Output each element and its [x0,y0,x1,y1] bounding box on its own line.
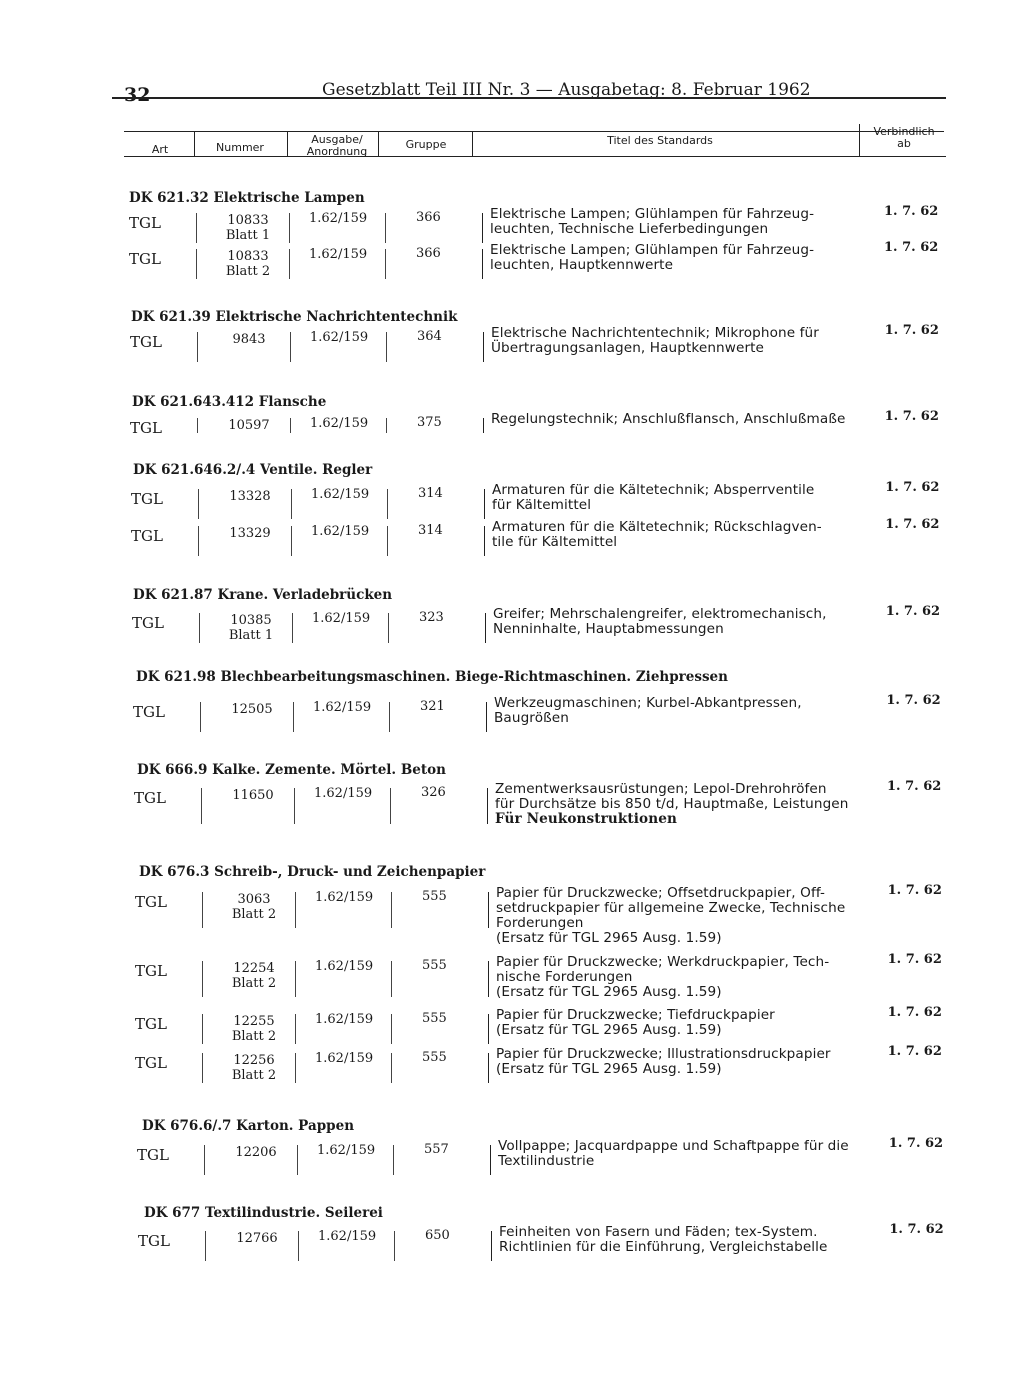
title-line: Elektrische Lampen; Glühlampen für Fahrzeug- [490,206,815,222]
gruppe-cell: 555 [422,1050,447,1065]
gruppe-cell: 314 [418,486,443,501]
column-divider [200,702,201,732]
column-divider [297,1145,298,1175]
title-line: für Durchsätze bis 850 t/d, Hauptmaße, Leistungen [495,796,849,812]
column-divider [388,613,389,643]
header-divider [287,131,288,156]
column-divider [293,702,294,732]
section-heading: DK 676.6/.7 Karton. Pappen [142,1118,355,1134]
ausgabe-cell: 1.62/159 [311,524,370,539]
verbindlich-date: 1. 7. 62 [885,517,940,532]
column-divider [298,1231,299,1261]
column-divider [487,788,488,824]
nummer-cell [216,1145,296,1160]
nummer-value: 9843 [232,332,266,347]
col-verbindlich [862,126,946,150]
section-heading: DK 621.98 Blechbearbeitungsmaschinen. Biege-Richtmaschinen. Ziehpressen [136,669,728,685]
column-divider [488,961,489,997]
title-cell [496,886,864,946]
column-divider [485,613,486,643]
title-line: Baugrößen [494,710,569,726]
col-verbindlich-line1: Verbindlich [873,125,935,138]
blatt-value: Blatt 2 [231,976,277,991]
nummer-cell [208,249,288,279]
ausgabe-cell: 1.62/159 [314,786,373,801]
table-header-rule [124,156,946,157]
title-cell [492,483,860,513]
title-cell [490,243,858,273]
column-divider [391,892,392,928]
column-divider [295,892,296,928]
column-divider [202,1053,203,1083]
title-cell [491,412,859,427]
column-divider [290,332,291,362]
column-divider [202,961,203,997]
column-divider [198,489,199,519]
ausgabe-cell: 1.62/159 [309,247,368,262]
nummer-cell [208,213,288,243]
title-line: (Ersatz für TGL 2965 Ausg. 1.59) [496,930,722,946]
art-cell: TGL [135,893,167,911]
column-divider [393,1145,394,1175]
column-divider [491,1231,492,1261]
header-rule [112,97,946,99]
page-title: Gesetzblatt Teil III Nr. 3 — Ausgabetag: 8. Februar 1962 [322,80,811,100]
title-line: (Ersatz für TGL 2965 Ausg. 1.59) [496,984,722,1000]
page-header [120,80,946,104]
column-divider [204,1145,205,1175]
nummer-cell [211,613,291,643]
art-cell: TGL [134,789,166,807]
title-line: Werkzeugmaschinen; Kurbel-Abkantpressen, [494,695,802,711]
title-line: leuchten, Hauptkennwerte [490,257,674,273]
column-divider [488,1014,489,1044]
nummer-value: 12766 [236,1231,278,1246]
ausgabe-cell: 1.62/159 [310,416,369,431]
ausgabe-cell: 1.62/159 [318,1229,377,1244]
column-divider [295,961,296,997]
art-cell: TGL [129,214,161,232]
ausgabe-cell: 1.62/159 [309,211,368,226]
column-divider [202,892,203,928]
gruppe-cell: 314 [418,523,443,538]
title-note: Für Neukonstruktionen [495,811,677,827]
column-divider [196,213,197,243]
column-divider [387,526,388,556]
verbindlich-date: 1. 7. 62 [887,1044,942,1059]
column-divider [482,213,483,243]
section-heading: DK 621.643.412 Flansche [132,394,327,410]
column-divider [291,489,292,519]
nummer-value: 10385 [230,613,272,628]
gruppe-cell: 364 [417,329,442,344]
col-gruppe: Gruppe [405,138,447,151]
title-line: Papier für Druckzwecke; Tiefdruckpapier [496,1007,775,1023]
nummer-value: 12505 [231,702,273,717]
header-divider [194,131,195,156]
art-cell: TGL [138,1232,170,1250]
verbindlich-date: 1. 7. 62 [885,604,941,619]
title-line: Übertragungsanlagen, Hauptkennwerte [491,340,765,356]
title-cell [495,782,863,827]
col-nummer: Nummer [216,141,264,154]
art-cell: TGL [137,1146,169,1164]
section-heading: DK 621.646.2/.4 Ventile. Regler [133,462,373,478]
title-cell [499,1225,867,1255]
nummer-cell [210,526,290,541]
blatt-value: Blatt 1 [225,228,271,243]
nummer-value: 13329 [229,526,271,541]
title-line: Textilindustrie [498,1153,595,1169]
art-cell: TGL [135,1015,167,1033]
nummer-value: 12255 [233,1014,275,1029]
title-cell [496,955,864,1000]
title-line: (Ersatz für TGL 2965 Ausg. 1.59) [496,1022,722,1038]
column-divider [196,249,197,279]
gruppe-cell: 323 [419,610,444,625]
blatt-value: Blatt 2 [231,1029,277,1044]
column-divider [289,249,290,279]
title-line: (Ersatz für TGL 2965 Ausg. 1.59) [496,1061,722,1077]
verbindlich-date: 1. 7. 62 [887,779,942,794]
nummer-cell [209,332,289,347]
title-line: Elektrische Lampen; Glühlampen für Fahrzeug- [490,242,815,258]
art-cell: TGL [129,250,161,268]
table-top-rule [124,131,944,132]
ausgabe-cell: 1.62/159 [315,959,374,974]
nummer-value: 3063 [237,892,271,907]
column-divider [386,332,387,362]
column-divider [385,213,386,243]
nummer-value: 12206 [235,1145,277,1160]
verbindlich-date: 1. 7. 62 [884,323,939,338]
art-cell: TGL [132,614,164,632]
column-divider [201,788,202,824]
gruppe-cell: 555 [422,1011,447,1026]
column-divider [482,249,483,279]
nummer-value: 10833 [227,213,269,228]
gruppe-cell: 375 [417,415,442,430]
title-line: leuchten, Technische Lieferbedingungen [490,221,769,237]
nummer-value: 10597 [228,418,270,433]
gruppe-cell: 557 [424,1142,449,1157]
title-cell [496,1008,864,1038]
ausgabe-cell: 1.62/159 [315,1051,374,1066]
header-divider [378,131,379,156]
col-verbindlich-line2: ab [897,137,911,150]
column-divider [390,788,391,824]
column-divider [197,418,198,433]
ausgabe-cell: 1.62/159 [313,700,372,715]
verbindlich-date: 1. 7. 62 [887,1005,942,1020]
ausgabe-cell: 1.62/159 [317,1143,376,1158]
title-line: Richtlinien für die Einführung, Vergleichstabelle [499,1239,828,1255]
column-divider [386,418,387,433]
column-divider [391,1014,392,1044]
column-divider [291,526,292,556]
title-line: Zementwerksausrüstungen; Lepol-Drehrohröfen [495,781,827,797]
column-divider [488,1053,489,1083]
art-cell: TGL [135,962,167,980]
header-divider [472,131,473,156]
title-cell [491,326,859,356]
art-cell: TGL [131,490,163,508]
title-cell [498,1139,866,1169]
title-line: tile für Kältemittel [492,534,618,550]
gruppe-cell: 366 [416,246,441,261]
title-line: Nenninhalte, Hauptabmessungen [493,621,724,637]
column-divider [294,788,295,824]
column-divider [295,1014,296,1044]
title-line: Elektrische Nachrichtentechnik; Mikrophone für [491,325,819,341]
ausgabe-cell: 1.62/159 [315,1012,374,1027]
column-divider [486,702,487,732]
nummer-value: 12254 [233,961,275,976]
art-cell: TGL [135,1054,167,1072]
title-line: Greifer; Mehrschalengreifer, elektromechanisch, [493,606,827,622]
nummer-value: 13328 [229,489,271,504]
col-ausgabe-line1: Ausgabe/ [311,133,363,146]
ausgabe-cell: 1.62/159 [310,330,369,345]
verbindlich-date: 1. 7. 62 [887,952,942,967]
page-number: 32 [124,84,151,106]
gruppe-cell: 366 [416,210,441,225]
nummer-cell [217,1231,297,1246]
blatt-value: Blatt 1 [228,628,274,643]
column-divider [197,332,198,362]
title-cell [490,207,858,237]
column-divider [391,1053,392,1083]
title-line: Armaturen für die Kältetechnik; Absperrventile [492,482,815,498]
column-divider [205,1231,206,1261]
verbindlich-date: 1. 7. 62 [886,693,941,708]
nummer-cell [209,418,289,433]
column-divider [488,892,489,928]
section-heading: DK 666.9 Kalke. Zemente. Mörtel. Beton [137,762,446,778]
column-divider [394,1231,395,1261]
column-divider [199,613,200,643]
blatt-value: Blatt 2 [231,907,277,922]
nummer-cell [214,1053,294,1083]
column-divider [483,332,484,362]
gruppe-cell: 555 [422,958,447,973]
art-cell: TGL [133,703,165,721]
column-divider [292,613,293,643]
column-divider [202,1014,203,1044]
col-ausgabe-line2: Anordnung [306,145,368,158]
title-line: für Kältemittel [492,497,592,513]
nummer-cell [214,1014,294,1044]
gruppe-cell: 326 [421,785,446,800]
column-divider [387,489,388,519]
nummer-cell [214,961,294,991]
column-divider [389,702,390,732]
nummer-cell [214,892,294,922]
art-cell: TGL [131,527,163,545]
title-line: setdruckpapier für allgemeine Zwecke, Technische [496,900,846,916]
art-cell: TGL [130,419,162,437]
title-line: Papier für Druckzwecke; Illustrationsdruckpapier [496,1046,831,1062]
nummer-value: 11650 [232,788,274,803]
column-divider [484,526,485,556]
verbindlich-date: 1. 7. 62 [889,1222,944,1237]
title-line: Papier für Druckzwecke; Offsetdruckpapier, Off- [496,885,825,901]
column-divider [290,418,291,433]
col-art: Art [151,143,169,156]
nummer-cell [212,702,292,717]
col-titel: Titel des Standards [607,134,713,147]
column-divider [385,249,386,279]
column-divider [391,961,392,997]
section-heading: DK 621.87 Krane. Verladebrücken [133,587,393,603]
title-cell [494,696,862,726]
ausgabe-cell: 1.62/159 [311,487,370,502]
verbindlich-date: 1. 7. 62 [884,240,939,255]
verbindlich-date: 1. 7. 62 [884,204,939,219]
title-cell [496,1047,864,1077]
ausgabe-cell: 1.62/159 [312,611,371,626]
section-heading: DK 621.39 Elektrische Nachrichtentechnik [131,309,458,325]
nummer-cell [210,489,290,504]
verbindlich-date: 1. 7. 62 [888,1136,944,1151]
title-line: Forderungen [496,915,584,931]
title-line: Vollpappe; Jacquardpappe und Schaftpappe für die [498,1138,849,1154]
gruppe-cell: 555 [422,889,447,904]
verbindlich-date: 1. 7. 62 [887,883,942,898]
title-cell [492,520,860,550]
nummer-cell [213,788,293,803]
col-ausgabe [290,134,384,158]
verbindlich-date: 1. 7. 62 [885,480,940,495]
section-heading: DK 621.32 Elektrische Lampen [129,190,365,206]
header-divider [859,124,860,156]
title-cell [493,607,861,637]
title-line: nische Forderungen [496,969,633,985]
title-line: Feinheiten von Fasern und Fäden; tex-System. [499,1224,818,1240]
verbindlich-date: 1. 7. 62 [884,409,939,424]
nummer-value: 12256 [233,1053,275,1068]
nummer-value: 10833 [227,249,269,264]
blatt-value: Blatt 2 [231,1068,277,1083]
gruppe-cell: 650 [425,1228,450,1243]
column-divider [484,489,485,519]
column-divider [289,213,290,243]
ausgabe-cell: 1.62/159 [315,890,374,905]
title-line: Regelungstechnik; Anschlußflansch, Anschlußmaße [491,411,846,427]
section-heading: DK 677 Textilindustrie. Seilerei [144,1205,383,1221]
title-line: Papier für Druckzwecke; Werkdruckpapier, Tech- [496,954,830,970]
gruppe-cell: 321 [420,699,445,714]
column-divider [483,418,484,433]
column-divider [198,526,199,556]
blatt-value: Blatt 2 [225,264,271,279]
column-divider [295,1053,296,1083]
title-line: Armaturen für die Kältetechnik; Rückschlagven- [492,519,822,535]
art-cell: TGL [130,333,162,351]
section-heading: DK 676.3 Schreib-, Druck- und Zeichenpapier [139,864,486,880]
column-divider [490,1145,491,1175]
